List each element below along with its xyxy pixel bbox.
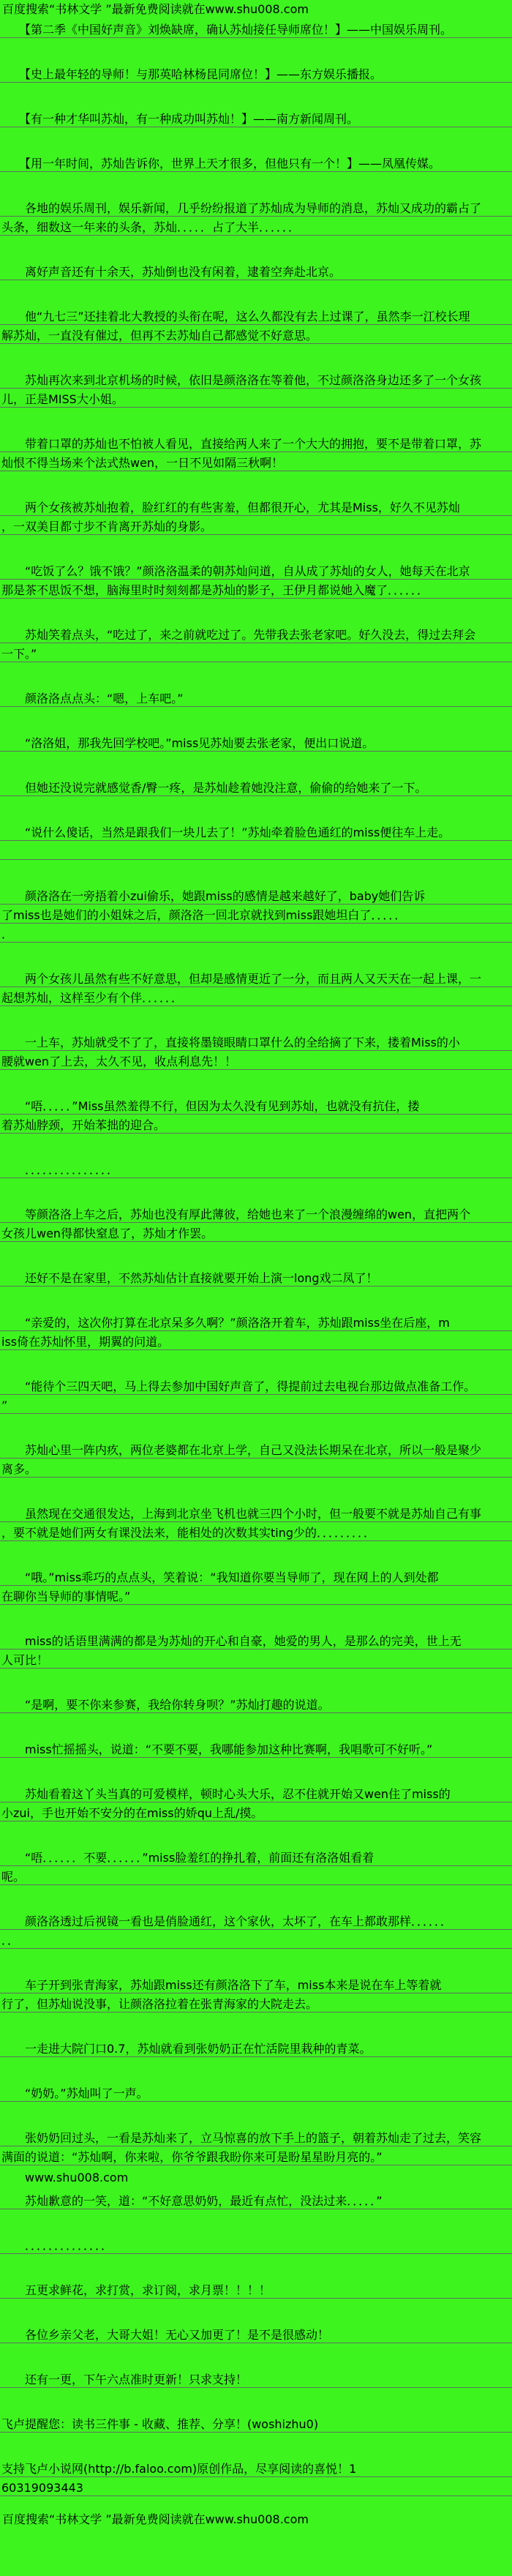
text-line: 但她还没说完就感觉香/臀一疼，是苏灿趁着她没注意，偷偷的给她来了一下。 — [0, 777, 512, 796]
paragraph — [0, 822, 512, 860]
paragraph — [0, 2414, 512, 2433]
text-line: 等颜洛洛上车之后，苏灿也没有厚此薄彼，给她也来了一个浪漫缠绵的wen，直把两个 — [0, 1204, 512, 1223]
text-line: 虽然现在交通很发达，上海到北京坐飞机也就三四个小时，但一般要不就是苏灿自己有事 — [0, 1503, 512, 1522]
text-line: 灿恨不得当场来个法式热wen，一日不见如隔三秋啊！ — [0, 452, 512, 471]
text-line: 人可比！ — [0, 1650, 512, 1669]
text-line: ，一双美目都寸步不肯离开苏灿的身影。 — [0, 516, 512, 535]
text-line: 满面的说道：“苏灿啊，你来啦，你爷爷跟我盼你来可是盼星星盼月亮的。” — [0, 2146, 512, 2165]
text-line: 各地的娱乐周刊，娱乐新闻，几乎纷纷报道了苏灿成为导师的消息，苏灿又成功的霸占了 — [0, 198, 512, 217]
text-line: 一上车，苏灿就受不了了，直接将墨镜眼睛口罩什么的全给摘了下来，搂着Miss的小 — [0, 1032, 512, 1051]
text-line: “亲爱的，这次你打算在北京呆多久啊？”颜洛洛开着车，苏灿跟miss坐在后座，m — [0, 1312, 512, 1331]
text-line: ，要不就是她们两女有课没法来，能相处的次数其实ting少的．．．．．．．．． — [0, 1522, 512, 1541]
paragraph — [0, 2458, 512, 2496]
text-line: 张奶奶回过头，一看是苏灿来了，立马惊喜的放下手上的篮子，朝着苏灿走了过去，笑容 — [0, 2127, 512, 2146]
text-line: ． — [0, 924, 512, 943]
text-line: 那是茶不思饭不想，脑海里时时刻刻都是苏灿的影子，王伊月都说她入魔了．．．．．． — [0, 580, 512, 599]
text-line: 一走进大院门口0.7，苏灿就看到张奶奶正在忙活院里栽种的青菜。 — [0, 2038, 512, 2057]
text-line: 【用一年时间，苏灿告诉你，世界上天才很多，但他只有一个！】——凤凰传媒。 — [0, 153, 512, 172]
promo-footer-line: 百度搜索“书林文学 ”最新免费阅读就在www.shu008.com — [2, 2512, 309, 2526]
text-line: 着苏灿脖颈，开始苯拙的迎合。 — [0, 1115, 512, 1134]
text-line: 在聊你当导师的事情呢。” — [0, 1586, 512, 1605]
text-line: 苏灿再次来到北京机场的时候，依旧是颜洛洛在等着他，不过颜洛洛身边还多了一个女孩 — [0, 370, 512, 389]
paragraph — [0, 1312, 512, 1350]
text-line: iss倚在苏灿怀里，期翼的问道。 — [0, 1331, 512, 1350]
text-line: 一下。” — [0, 643, 512, 662]
paragraph — [0, 1911, 512, 1949]
paragraph — [0, 777, 512, 796]
text-line: 颜洛洛点点头：“嗯，上车吧。” — [0, 688, 512, 707]
text-line: 儿，正是MISS大小姐。 — [0, 389, 512, 408]
text-line: 颜洛洛在一旁捂着小zui偷乐，她跟miss的感情是越来越好了，baby她们告诉 — [0, 886, 512, 905]
paragraph — [0, 1096, 512, 1134]
text-line: 呢。 — [0, 1866, 512, 1885]
text-line: ．． — [0, 1930, 512, 1949]
text-line: 起想苏灿，这样至少有个伴．．．．．． — [0, 987, 512, 1006]
paragraph — [0, 19, 512, 38]
text-line: 两个女孩儿虽然有些不好意思，但却是感情更近了一分，而且两人又天天在一起上课，一 — [0, 968, 512, 987]
text-line: “洛洛姐，那我先回学校吧。”miss见苏灿要去张老家，便出口说道。 — [0, 733, 512, 752]
text-line: miss忙摇摇头，说道：“不要不要，我哪能参加这种比赛啊，我唱歌可不好听。” — [0, 1739, 512, 1758]
text-line: miss的话语里满满的都是为苏灿的开心和自豪，她爱的男人，是那么的完美，世上无 — [0, 1630, 512, 1650]
text-line: ．．．．．．．．．．．．．． — [0, 2235, 512, 2254]
text-line: 小zui，手也开始不安分的在miss的娇qu上乱/摸。 — [0, 1802, 512, 1821]
text-line: 还好不是在家里，不然苏灿估计直接就要开始上演一long戏二凤了！ — [0, 1268, 512, 1287]
paragraph — [0, 64, 512, 83]
paragraph — [0, 370, 512, 408]
text-line: 【史上最年轻的导师！与那英哈林杨昆同席位！】——东方娱乐播报。 — [0, 64, 512, 83]
paragraph — [0, 1567, 512, 1605]
text-line: “哦。”miss乖巧的点点头，笑着说：“我知道你要当导师了，现在网上的人到处都 — [0, 1567, 512, 1586]
paragraph — [0, 624, 512, 662]
text-line: 各位乡亲父老，大哥大姐！无心又加更了！是不是很感动！ — [0, 2324, 512, 2343]
text-line: 腰就wen了上去，太久不见，收点利息先！！ — [0, 1051, 512, 1070]
paragraph — [0, 153, 512, 172]
paragraph — [0, 1847, 512, 1885]
novel-content — [0, 19, 512, 2496]
text-line: “吃饭了么？饿不饿？”颜洛洛温柔的朝苏灿问道，自从成了苏灿的女人，她每天在北京 — [0, 561, 512, 580]
paragraph — [0, 886, 512, 943]
anti-theft-insert — [0, 2167, 512, 2186]
text-line: 解苏灿，一直没有催过，但再不去苏灿自己都感觉不好意思。 — [0, 325, 512, 344]
paragraph — [0, 688, 512, 707]
paragraph — [0, 1974, 512, 2012]
paragraph — [0, 2190, 512, 2209]
paragraph — [0, 198, 512, 236]
text-line: 苏灿心里一阵内疚，两位老婆都在北京上学，自己又没法长期呆在北京，所以一般是聚少 — [0, 1439, 512, 1459]
paragraph — [0, 2369, 512, 2388]
paragraph — [0, 1159, 512, 1178]
text-line: 苏灿看着这丫头当真的可爱模样，顿时心头大乐，忍不住就开始又wen住了miss的 — [0, 1783, 512, 1802]
paragraph — [0, 108, 512, 127]
promo-header-line: 百度搜索“书林文学 ”最新免费阅读就在www.shu008.com — [2, 2, 309, 16]
text-line: ” — [0, 1395, 512, 1414]
text-line: 了miss也是她们的小姐妹之后，颜洛洛一回北京就找到miss跟她坦白了．．．．． — [0, 905, 512, 924]
text-line: 离好声音还有十余天，苏灿倒也没有闲着，逮着空奔赴北京。 — [0, 261, 512, 280]
paragraph — [0, 306, 512, 344]
text-line: 【有一种才华叫苏灿，有一种成功叫苏灿！】——南方新闻周刊。 — [0, 108, 512, 127]
paragraph — [0, 2127, 512, 2165]
text-line: 女孩儿wen得都快窒息了，苏灿才作罢。 — [0, 1223, 512, 1242]
paragraph — [0, 2038, 512, 2057]
paragraph — [0, 1204, 512, 1242]
text-line: 支持飞卢小说网(http://b.faloo.com)原创作品，尽享阅读的喜悦！1 — [0, 2458, 512, 2477]
paragraph — [0, 733, 512, 752]
paragraph — [0, 1739, 512, 1758]
paragraph — [0, 968, 512, 1006]
text-line: 行了，但苏灿说没事，让颜洛洛拉着在张青海家的大院走去。 — [0, 1993, 512, 2012]
text-line: 两个女孩被苏灿抱着，脸红红的有些害羞，但都很开心，尤其是Miss，好久不见苏灿 — [0, 497, 512, 516]
paragraph — [0, 1630, 512, 1669]
text-line: 带着口罩的苏灿也不怕被人看见，直接给两人来了一个大大的拥抱，要不是带着口罩，苏 — [0, 433, 512, 452]
text-line: “唔．．．．．”Miss虽然羞得不行，但因为太久没有见到苏灿，也就没有抗住，搂 — [0, 1096, 512, 1115]
text-line: 他“九七三”还挂着北大教授的头衔在呢，这么久都没有去上过课了，虽然李一江校长理 — [0, 306, 512, 325]
text-line: 【第二季《中国好声音》刘焕缺席，确认苏灿接任导师席位！】——中国娱乐周刊。 — [0, 19, 512, 38]
paragraph — [0, 1376, 512, 1414]
paragraph — [0, 1783, 512, 1821]
text-line: ．．．．．．．．．．．．．．． — [0, 1159, 512, 1178]
paragraph — [0, 1268, 512, 1287]
text-line: “唔．．．．．．不要．．．．．．”miss脸羞红的挣扎着，前面还有洛洛姐看着 — [0, 1847, 512, 1866]
text-line: 苏灿笑着点头，“吃过了，来之前就吃过了。先带我去张老家吧。好久没去，得过去拜会 — [0, 624, 512, 643]
text-line: 离多。 — [0, 1459, 512, 1478]
text-line: 60319093443 — [0, 2477, 512, 2496]
paragraph — [0, 497, 512, 535]
text-line: 还有一更，下午六点准时更新！只求支持！ — [0, 2369, 512, 2388]
text-line: “是啊，要不你来参赛，我给你转身呗？”苏灿打趣的说道。 — [0, 1694, 512, 1713]
paragraph — [0, 2083, 512, 2102]
text-line: 五更求鲜花，求打赏，求订阅，求月票！！！！ — [0, 2280, 512, 2299]
paragraph — [0, 2324, 512, 2343]
paragraph — [0, 1439, 512, 1478]
paragraph — [0, 1503, 512, 1541]
paragraph — [0, 1694, 512, 1713]
paragraph — [0, 261, 512, 280]
paragraph — [0, 433, 512, 471]
text-line: “奶奶。”苏灿叫了一声。 — [0, 2083, 512, 2102]
paragraph — [0, 561, 512, 599]
paragraph — [0, 1032, 512, 1070]
text-line: 车子开到张青海家，苏灿跟miss还有颜洛洛下了车，miss本来是说在车上等着就 — [0, 1974, 512, 1993]
text-line: 颜洛洛透过后视镜一看也是俏脸通红，这个家伙，太坏了，在车上都敢那样．．．．．． — [0, 1911, 512, 1930]
text-line: www.shu008.com — [1, 2171, 129, 2184]
text-line: 飞卢提醒您：读书三件事 - 收藏、推荐、分享！(woshizhu0) — [0, 2414, 512, 2433]
paragraph — [0, 2235, 512, 2254]
paragraph — [0, 2280, 512, 2299]
text-line: 头条，细数这一年来的头条，苏灿．．．．．占了大半．．．．．． — [0, 217, 512, 236]
blank-ruled-line — [0, 841, 512, 860]
text-line: “说什么傻话，当然是跟我们一块儿去了！”苏灿牵着脸色通红的miss便往车上走。 — [0, 822, 512, 841]
text-line: “能待个三四天吧，马上得去参加中国好声音了，得提前过去电视台那边做点准备工作。 — [0, 1376, 512, 1395]
text-line: 苏灿歉意的一笑，道：“不好意思奶奶，最近有点忙，没法过来．．．．．” — [0, 2190, 512, 2209]
